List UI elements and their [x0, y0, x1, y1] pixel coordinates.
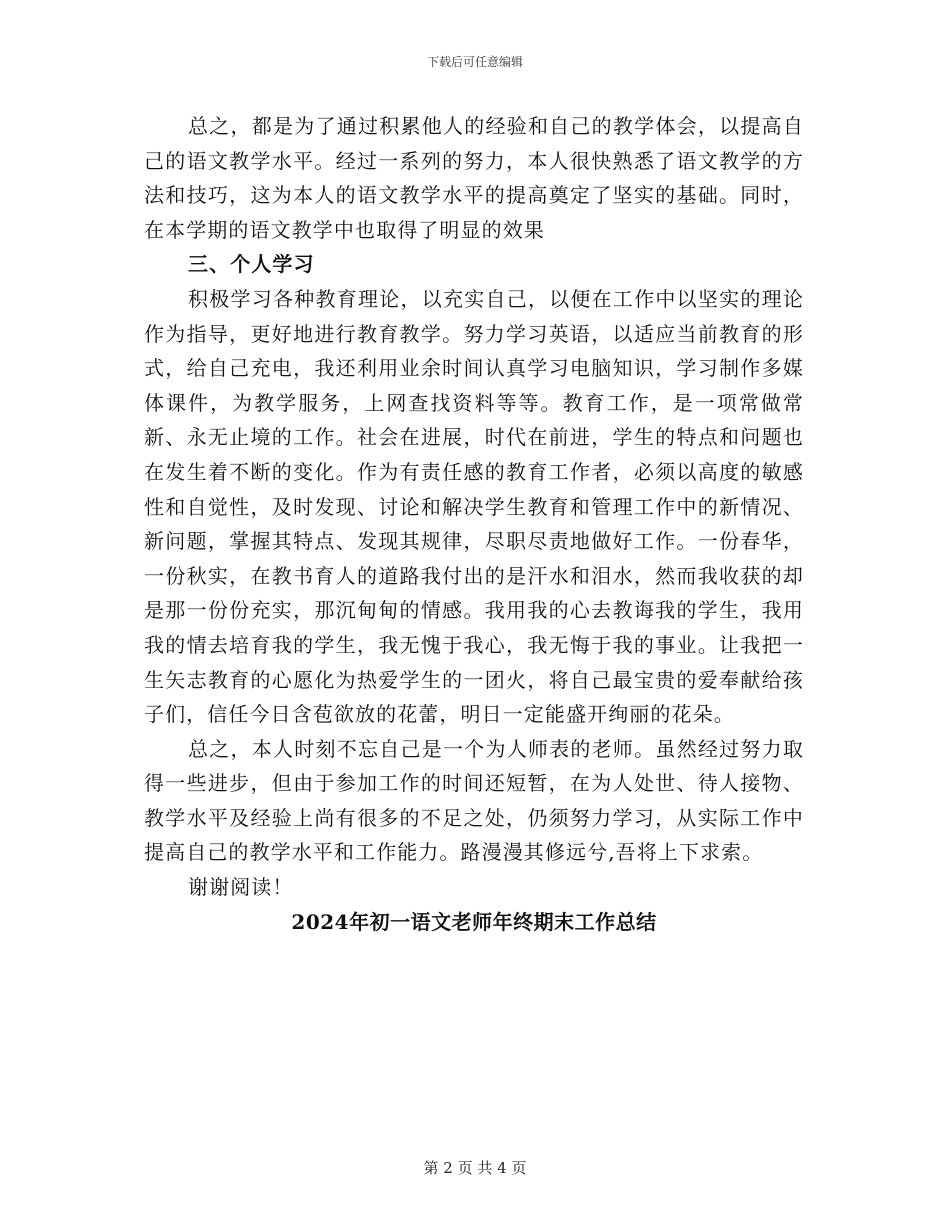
closing-thanks: 谢谢阅读！ [188, 875, 294, 900]
page-number-footer: 第 2 页 共 4 页 [423, 1159, 527, 1177]
page-header-note: 下载后可任意编辑 [426, 55, 523, 69]
next-document-title: 2024年初一语文老师年终期末工作总结 [291, 909, 657, 934]
section-heading-personal-study: 三、个人学习 [188, 252, 315, 277]
paragraph-conclusion: 总之，本人时刻不忘自己是一个为人师表的老师。虽然经过努力取得一些进步，但由于参加工作的时间还短暂，在为人处世、待人接物、教学水平及经验上尚有很多的不足之处，仍须努力学习，从实际工作中提高自己的教学水平和工作能力。路漫漫其修远兮,吾将上下求索。 [144, 736, 804, 865]
paragraph-personal-study: 积极学习各种教育理论，以充实自己，以便在工作中以坚实的理论作为指导，更好地进行教育教学。努力学习英语，以适应当前教育的形式，给自己充电，我还利用业余时间认真学习电脑知识，学习制作多媒体课件，为教学服务，上网查找资料等等。教育工作，是一项常做常新、永无止境的工作。社会在进展，时代在前进，学生的特点和问题也在发生着不断的变化。作为有责任感的教育工作者，必须以高度的敏感性和自觉性，及时发现、讨论和解决学生教育和管理工作中的新情况、新问题，掌握其特点、发现其规律，尽职尽责地做好工作。一份春华，一份秋实，在教书育人的道路我付出的是汗水和泪水，然而我收获的却是那一份份充实，那沉甸甸的情感。我用我的心去教诲我的学生，我用我的情去培育我的学生，我无愧于我心，我无悔于我的事业。让我把一生矢志教育的心愿化为热爱学生的一团火，将自己最宝贵的爱奉献给孩子们，信任今日含苞欲放的花蕾，明日一定能盛开绚丽的花朵。 [144, 286, 804, 727]
paragraph-summary-teaching: 总之，都是为了通过积累他人的经验和自己的教学体会，以提高自己的语文教学水平。经过一系列的努力，本人很快熟悉了语文教学的方法和技巧，这为本人的语文教学水平的提高奠定了坚实的基础。同时，在本学期的语文教学中也取得了明显的效果 [144, 114, 804, 242]
document-body [144, 109, 804, 939]
